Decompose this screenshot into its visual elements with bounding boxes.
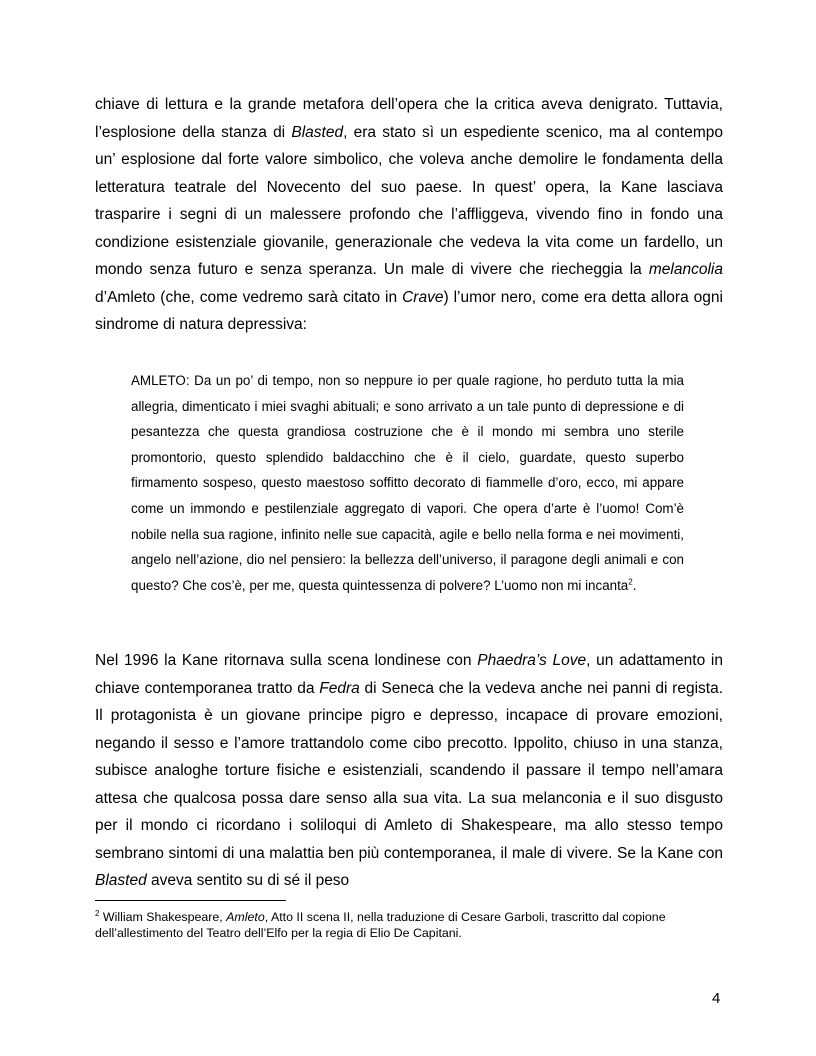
text-run: d’Amleto (che, come vedremo sarà citato in	[95, 288, 403, 306]
text-run: William Shakespeare,	[99, 910, 227, 924]
italic-title-amleto: Amleto	[226, 910, 265, 924]
footnote-number: 2	[95, 908, 100, 918]
italic-title-phaedras-love: Phaedra’s Love	[477, 652, 587, 669]
italic-title-crave: Crave	[402, 288, 444, 306]
italic-title-fedra: Fedra	[319, 679, 360, 697]
footnote-separator	[95, 900, 286, 901]
text-run: chiave di lettura e la grande metafora dell’opera che la critica aveva denigrato. Tuttavia, l’esplosione della stanza di	[95, 96, 723, 141]
body-paragraph-2	[95, 647, 723, 895]
text-run: di Seneca che la vedeva anche nei panni di regista. Il protagonista è un giovane principe pigro e depresso, incapace di provare emozioni, negando il sesso e l’amore trattandolo come cibo precotto. Ippolito, chiuso in una stanza, subisce analoghe torture fisiche e esistenziali, scandendo il passare il tempo nell’amara attesa che qualcosa possa dare senso alla sua vita. La sua melanconia e il suo disgusto per il mondo ci ricordano i soliloqui di Amleto di Shakespeare, ma allo stesso tempo sembrano sintomi di una malattia ben più contemporanea, il male di vivere. Se la Kane con	[95, 679, 724, 862]
page-number: 4	[712, 990, 721, 1007]
footnote-reference[interactable]: 2	[628, 577, 633, 587]
text-run: ) l’umor nero, come era detta allora ogni sindrome di natura depressiva:	[95, 288, 723, 333]
text-run: , era stato sì un espediente scenico, ma al contempo un’ esplosione dal forte valore simbolico, che voleva anche demolire le fondamenta della letteratura teatrale del Novecento del suo paese. In quest’ opera, la Kane lasciava trasparire i segni di un malessere profondo che l’affliggeva, vivendo fino in fondo una condizione esistenziale giovanile, generazionale che vedeva la vita come un fardello, un mondo senza futuro e senza speranza. Un male di vivere che riecheggia la	[95, 123, 723, 278]
block-quote-amleto	[131, 368, 684, 598]
text-run: Nel 1996 la Kane ritornava sulla scena londinese con	[95, 652, 478, 669]
italic-title-blasted: Blasted	[95, 872, 147, 889]
text-run: , Atto II scena II, nella traduzione di Cesare Garboli, trascritto dal copione dell’allestimento del Teatro dell’Elfo per la regia di Elio De Capitani.	[95, 910, 666, 940]
quote-text: AMLETO: Da un po’ di tempo, non so neppure io per quale ragione, ho perduto tutta la mia allegria, dimenticato i miei svaghi abituali; e sono arrivato a un tale punto di depressione e di pesantezza che questa grandiosa costruzione che è il mondo mi sembra uno sterile promontorio, questo splendido baldacchino che è il cielo, guardate, questo superbo firmamento sospeso, questo maestoso soffitto decorato di fiammelle d’oro, ecco, mi appare come un immondo e pestilenziale aggregato di vapori. Che opera d’arte è l’uomo! Com’è nobile nella sua ragione, infinito nelle sue capacità, agile e bello nella forma e nei movimenti, angelo nell’azione, dio nel pensiero: la bellezza dell’universo, il paragone degli animali e con questo? Che cos’è, per me, questa quintessenza di polvere? L’uomo non mi incanta	[131, 373, 684, 593]
text-run: , un adattamento in chiave contemporanea tratto da	[95, 652, 723, 697]
footnote-2	[95, 910, 725, 941]
italic-term-melancolia: melancolia	[648, 261, 723, 278]
text-run: aveva sentito su di sé il peso	[146, 872, 350, 889]
quote-end: .	[632, 577, 637, 593]
italic-title-blasted: Blasted	[291, 123, 344, 141]
body-paragraph-1	[95, 91, 723, 339]
